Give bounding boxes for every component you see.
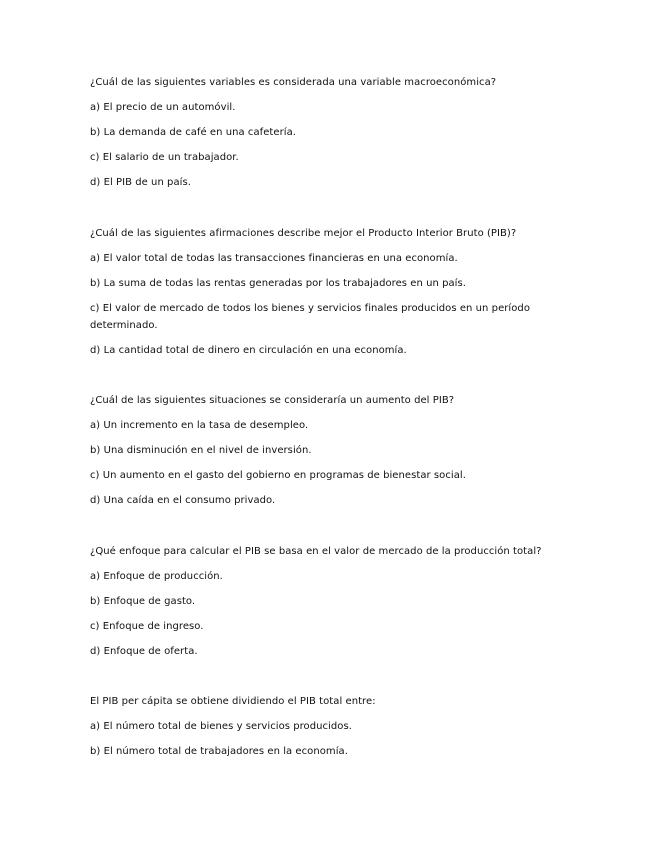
question-2-option-a: a) El valor total de todas las transacciones financieras en una economía. <box>90 253 458 264</box>
question-1-option-a: a) El precio de un automóvil. <box>90 102 236 113</box>
question-2-option-d: d) La cantidad total de dinero en circulación en una economía. <box>90 345 407 356</box>
question-3-option-d: d) Una caída en el consumo privado. <box>90 495 276 506</box>
question-4-option-b: b) Enfoque de gasto. <box>90 596 196 607</box>
question-1-option-c: c) El salario de un trabajador. <box>90 152 239 163</box>
question-2-option-b: b) La suma de todas las rentas generadas por los trabajadores en un país. <box>90 278 466 289</box>
question-2-option-c: c) El valor de mercado de todos los bienes y servicios finales producidos en un período <box>90 303 530 314</box>
question-4-option-a: a) Enfoque de producción. <box>90 571 223 582</box>
question-3-option-a: a) Un incremento en la tasa de desempleo. <box>90 420 309 431</box>
question-1-option-b: b) La demanda de café en una cafetería. <box>90 127 296 138</box>
question-2-option-c-continued: determinado. <box>90 320 158 331</box>
question-1-option-d: d) El PIB de un país. <box>90 177 191 188</box>
question-4-text: ¿Qué enfoque para calcular el PIB se basa en el valor de mercado de la producción total? <box>90 546 542 557</box>
question-4-option-d: d) Enfoque de oferta. <box>90 646 198 657</box>
question-3-text: ¿Cuál de las siguientes situaciones se consideraría un aumento del PIB? <box>90 395 455 406</box>
question-2-text: ¿Cuál de las siguientes afirmaciones describe mejor el Producto Interior Bruto (PIB)? <box>90 228 517 239</box>
question-1-text: ¿Cuál de las siguientes variables es considerada una variable macroeconómica? <box>90 77 497 88</box>
question-5-option-b: b) El número total de trabajadores en la economía. <box>90 746 348 757</box>
question-5-option-a: a) El número total de bienes y servicios producidos. <box>90 721 352 732</box>
question-4-option-c: c) Enfoque de ingreso. <box>90 621 204 632</box>
question-5-text: El PIB per cápita se obtiene dividiendo el PIB total entre: <box>90 696 376 707</box>
question-3-option-b: b) Una disminución en el nivel de inversión. <box>90 445 312 456</box>
question-3-option-c: c) Un aumento en el gasto del gobierno en programas de bienestar social. <box>90 470 466 481</box>
